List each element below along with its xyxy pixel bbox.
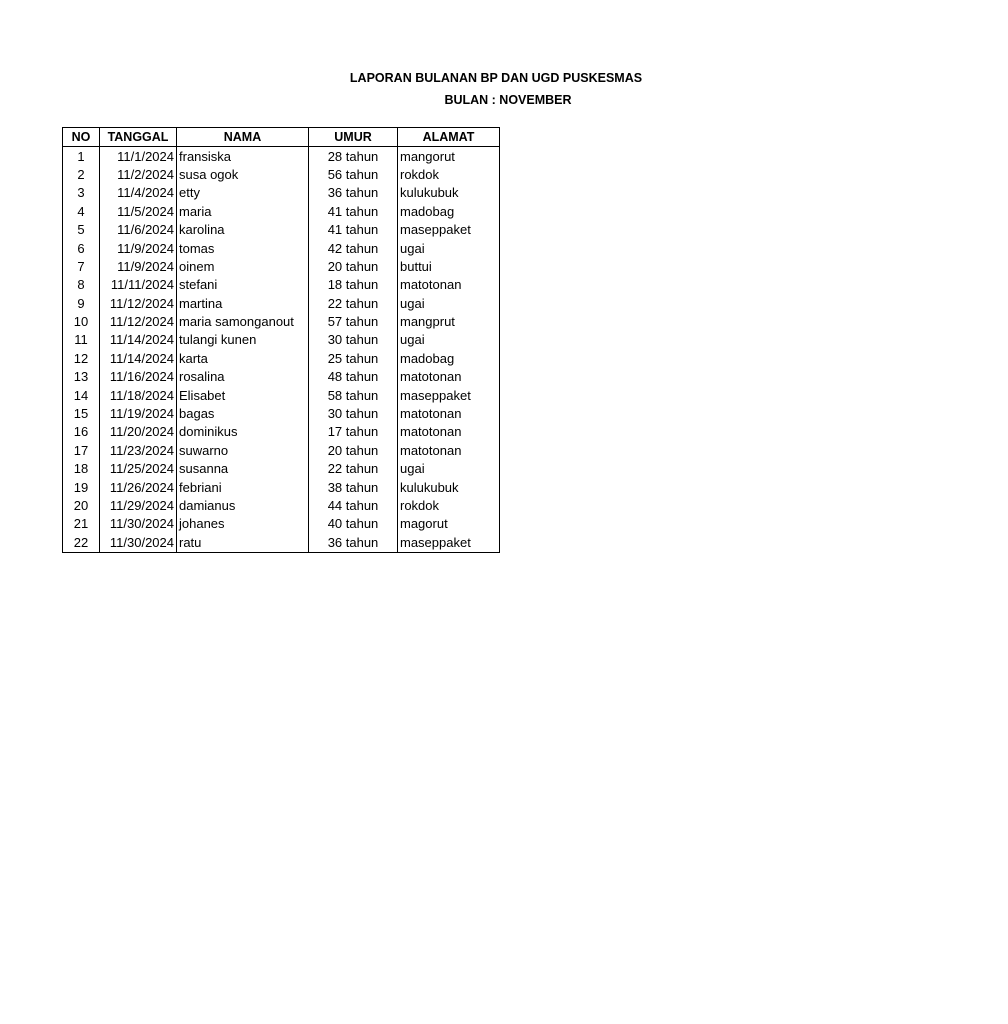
report-title-block [0, 70, 643, 110]
report-title: LAPORAN BULANAN BP DAN UGD PUSKESMAS [349, 71, 643, 85]
cell-alamat: kulukubuk [398, 478, 500, 496]
cell-umur: 17 tahun [309, 423, 398, 441]
table-row [63, 386, 500, 404]
cell-umur: 18 tahun [309, 276, 398, 294]
cell-alamat: maseppaket [398, 386, 500, 404]
cell-tanggal: 11/9/2024 [100, 239, 177, 257]
cell-tanggal: 11/23/2024 [100, 442, 177, 460]
cell-alamat: matotonan [398, 368, 500, 386]
cell-no: 6 [63, 239, 100, 257]
header-nama: NAMA [177, 128, 309, 147]
table-row [63, 276, 500, 294]
cell-umur: 38 tahun [309, 478, 398, 496]
cell-umur: 30 tahun [309, 331, 398, 349]
cell-umur: 25 tahun [309, 350, 398, 368]
header-tanggal: TANGGAL [100, 128, 177, 147]
cell-umur: 42 tahun [309, 239, 398, 257]
cell-umur: 36 tahun [309, 534, 398, 553]
table-row [63, 239, 500, 257]
cell-alamat: matotonan [398, 405, 500, 423]
cell-alamat: mangorut [398, 147, 500, 166]
report-month: BULAN : NOVEMBER [444, 93, 572, 107]
cell-nama: johanes [177, 515, 309, 533]
cell-alamat: matotonan [398, 276, 500, 294]
cell-alamat: ugai [398, 295, 500, 313]
cell-umur: 20 tahun [309, 258, 398, 276]
cell-alamat: ugai [398, 331, 500, 349]
cell-nama: dominikus [177, 423, 309, 441]
table-row [63, 166, 500, 184]
table-row [63, 184, 500, 202]
cell-nama: febriani [177, 478, 309, 496]
cell-no: 22 [63, 534, 100, 553]
cell-umur: 57 tahun [309, 313, 398, 331]
cell-nama: tulangi kunen [177, 331, 309, 349]
cell-nama: maria samonganout [177, 313, 309, 331]
cell-nama: martina [177, 295, 309, 313]
cell-no: 3 [63, 184, 100, 202]
cell-tanggal: 11/4/2024 [100, 184, 177, 202]
cell-tanggal: 11/20/2024 [100, 423, 177, 441]
cell-nama: Elisabet [177, 386, 309, 404]
cell-alamat: rokdok [398, 497, 500, 515]
table-row [63, 350, 500, 368]
cell-tanggal: 11/1/2024 [100, 147, 177, 166]
cell-umur: 20 tahun [309, 442, 398, 460]
cell-nama: stefani [177, 276, 309, 294]
cell-no: 7 [63, 258, 100, 276]
cell-nama: tomas [177, 239, 309, 257]
cell-no: 13 [63, 368, 100, 386]
table-row [63, 313, 500, 331]
cell-tanggal: 11/25/2024 [100, 460, 177, 478]
cell-nama: rosalina [177, 368, 309, 386]
cell-tanggal: 11/30/2024 [100, 515, 177, 533]
cell-alamat: madobag [398, 350, 500, 368]
cell-umur: 41 tahun [309, 221, 398, 239]
cell-tanggal: 11/26/2024 [100, 478, 177, 496]
cell-umur: 40 tahun [309, 515, 398, 533]
cell-no: 20 [63, 497, 100, 515]
cell-alamat: magorut [398, 515, 500, 533]
cell-tanggal: 11/6/2024 [100, 221, 177, 239]
cell-umur: 28 tahun [309, 147, 398, 166]
cell-alamat: matotonan [398, 423, 500, 441]
table-header-row [63, 128, 500, 147]
cell-umur: 36 tahun [309, 184, 398, 202]
cell-alamat: ugai [398, 239, 500, 257]
cell-nama: oinem [177, 258, 309, 276]
cell-nama: damianus [177, 497, 309, 515]
cell-no: 2 [63, 166, 100, 184]
cell-no: 1 [63, 147, 100, 166]
cell-alamat: rokdok [398, 166, 500, 184]
cell-nama: susanna [177, 460, 309, 478]
cell-tanggal: 11/14/2024 [100, 350, 177, 368]
table-body [63, 147, 500, 553]
cell-no: 19 [63, 478, 100, 496]
cell-no: 11 [63, 331, 100, 349]
cell-no: 16 [63, 423, 100, 441]
table-row [63, 497, 500, 515]
table-row [63, 331, 500, 349]
table-row [63, 203, 500, 221]
cell-umur: 58 tahun [309, 386, 398, 404]
table-row [63, 442, 500, 460]
table-row [63, 460, 500, 478]
cell-tanggal: 11/2/2024 [100, 166, 177, 184]
cell-no: 15 [63, 405, 100, 423]
cell-no: 9 [63, 295, 100, 313]
cell-no: 12 [63, 350, 100, 368]
cell-nama: karta [177, 350, 309, 368]
cell-tanggal: 11/9/2024 [100, 258, 177, 276]
cell-tanggal: 11/18/2024 [100, 386, 177, 404]
cell-nama: etty [177, 184, 309, 202]
cell-alamat: mangprut [398, 313, 500, 331]
cell-no: 8 [63, 276, 100, 294]
cell-umur: 41 tahun [309, 203, 398, 221]
cell-nama: karolina [177, 221, 309, 239]
cell-nama: suwarno [177, 442, 309, 460]
cell-umur: 22 tahun [309, 295, 398, 313]
cell-alamat: matotonan [398, 442, 500, 460]
table-row [63, 368, 500, 386]
cell-alamat: maseppaket [398, 221, 500, 239]
patient-table [62, 127, 500, 553]
table-row [63, 221, 500, 239]
cell-no: 4 [63, 203, 100, 221]
header-umur: UMUR [309, 128, 398, 147]
cell-nama: maria [177, 203, 309, 221]
cell-nama: bagas [177, 405, 309, 423]
cell-tanggal: 11/16/2024 [100, 368, 177, 386]
cell-alamat: ugai [398, 460, 500, 478]
cell-no: 21 [63, 515, 100, 533]
cell-tanggal: 11/11/2024 [100, 276, 177, 294]
header-alamat: ALAMAT [398, 128, 500, 147]
table-row [63, 147, 500, 166]
cell-tanggal: 11/19/2024 [100, 405, 177, 423]
table-row [63, 295, 500, 313]
cell-umur: 22 tahun [309, 460, 398, 478]
cell-nama: susa ogok [177, 166, 309, 184]
cell-nama: fransiska [177, 147, 309, 166]
table-row [63, 515, 500, 533]
cell-no: 10 [63, 313, 100, 331]
cell-umur: 48 tahun [309, 368, 398, 386]
cell-umur: 44 tahun [309, 497, 398, 515]
table-row [63, 258, 500, 276]
table-row [63, 423, 500, 441]
cell-tanggal: 11/5/2024 [100, 203, 177, 221]
cell-alamat: kulukubuk [398, 184, 500, 202]
cell-umur: 56 tahun [309, 166, 398, 184]
cell-tanggal: 11/12/2024 [100, 313, 177, 331]
cell-no: 18 [63, 460, 100, 478]
cell-tanggal: 11/29/2024 [100, 497, 177, 515]
cell-umur: 30 tahun [309, 405, 398, 423]
table-row [63, 405, 500, 423]
cell-no: 14 [63, 386, 100, 404]
cell-tanggal: 11/14/2024 [100, 331, 177, 349]
table-row [63, 478, 500, 496]
cell-nama: ratu [177, 534, 309, 553]
cell-no: 17 [63, 442, 100, 460]
cell-no: 5 [63, 221, 100, 239]
cell-alamat: madobag [398, 203, 500, 221]
header-no: NO [63, 128, 100, 147]
cell-alamat: maseppaket [398, 534, 500, 553]
cell-tanggal: 11/30/2024 [100, 534, 177, 553]
cell-tanggal: 11/12/2024 [100, 295, 177, 313]
cell-alamat: buttui [398, 258, 500, 276]
table-row [63, 534, 500, 553]
